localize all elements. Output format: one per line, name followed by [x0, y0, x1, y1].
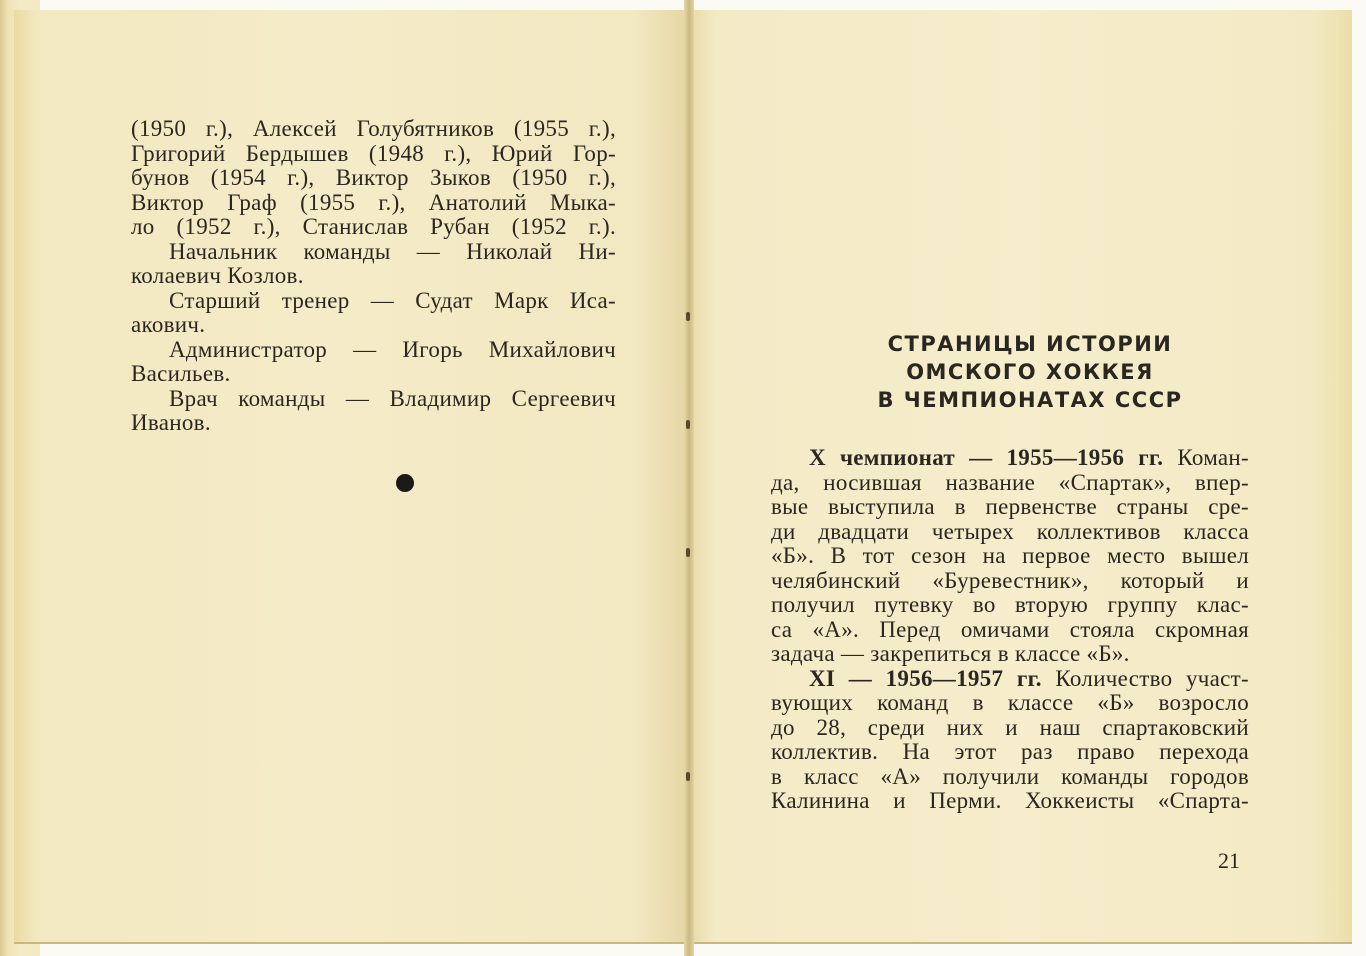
chapter-title [800, 330, 1260, 414]
text-line: в класс «А» получили команды городов [771, 763, 1249, 789]
right-page-text [771, 446, 1249, 814]
text-line: Начальник команды — Николай Ни- [169, 238, 616, 264]
text-line: са «А». Перед омичами стояла скромная [771, 616, 1249, 642]
text-line: Виктор Граф (1955 г.), Анатолий Мыка- [131, 189, 616, 215]
text-line: ди двадцати четырех коллективов класса [771, 518, 1249, 544]
text-line: да, носившая название «Спартак», впер- [771, 469, 1249, 495]
season-heading: X чемпионат — 1955—1956 гг. [809, 445, 1164, 470]
text-line: бунов (1954 г.), Виктор Зыков (1950 г.), [131, 165, 616, 190]
text-line: ло (1952 г.), Станислав Рубан (1952 г.). [131, 214, 616, 239]
text-line: задача — закрепиться в классе «Б». [771, 641, 1130, 666]
text-line: коллектив. На этот раз право перехода [771, 739, 1249, 764]
text-line: (1950 г.), Алексей Голубятников (1955 г.), [131, 116, 616, 141]
text-line: Васильев. [131, 361, 231, 386]
binding-stitch [686, 548, 690, 557]
binding-stitch [686, 312, 690, 321]
text-line: Администратор — Игорь Михайлович [169, 336, 616, 362]
text-line: челябинский «Буревестник», который и [771, 567, 1249, 593]
title-line: ОМСКОГО ХОККЕЯ [906, 360, 1154, 384]
text-line: Старший тренер — Судат Марк Иса- [169, 287, 616, 313]
text-line: Врач команды — Владимир Сергеевич [169, 385, 616, 411]
text-line [771, 446, 1249, 471]
text-line: Калинина и Перми. Хоккеисты «Спарта- [771, 788, 1249, 813]
text-line: Иванов. [131, 410, 211, 435]
binding-stitch [686, 420, 690, 429]
title-line: В ЧЕМПИОНАТАХ СССР [877, 388, 1183, 412]
text-line: колаевич Козлов. [131, 263, 304, 288]
text-line [771, 667, 1249, 692]
text-line: вующих команд в классе «Б» возросло [771, 690, 1249, 715]
binding-stitch [686, 772, 690, 781]
season-heading: XI — 1956—1957 гг. [809, 665, 1042, 691]
text-line: Григорий Бердышев (1948 г.), Юрий Гор- [131, 140, 616, 166]
title-line: СТРАНИЦЫ ИСТОРИИ [887, 332, 1173, 356]
text-fragment: Количество участ- [1055, 665, 1249, 691]
text-line: «Б». В тот сезон на первое место вышел [771, 543, 1249, 568]
page-number: 21 [1218, 848, 1240, 873]
text-fragment: Коман- [1177, 445, 1249, 470]
punch-hole [396, 474, 414, 492]
text-line: получил путевку во вторую группу клас- [771, 592, 1249, 617]
text-line: акович. [131, 312, 206, 337]
book-gutter [684, 0, 694, 956]
text-line: вые выступила в первенстве страны сре- [771, 494, 1249, 519]
left-page-text [131, 117, 616, 436]
text-line: до 28, среди них и наш спартаковский [771, 714, 1249, 740]
